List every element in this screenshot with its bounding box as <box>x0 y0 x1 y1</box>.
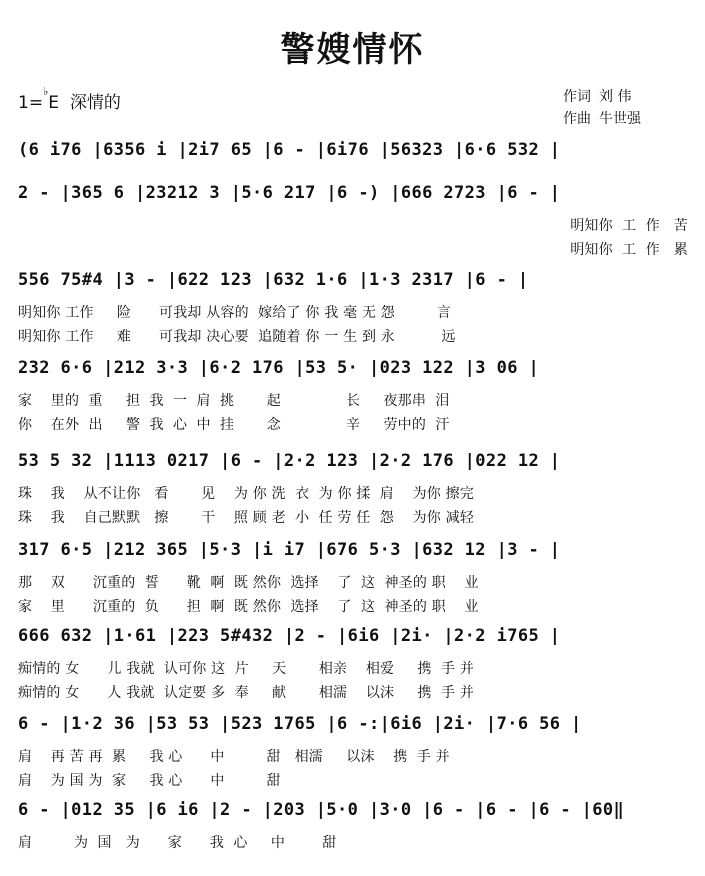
lyric-line: 家 里 沉重的 负 担 啊 既 然你 选择 了 这 神圣的 职 业 <box>18 599 479 615</box>
flat-symbol: ♭ <box>43 85 49 99</box>
key-prefix: 1= <box>18 93 44 113</box>
lyric-line: 肩 为 国 为 家 我 心 中 甜 <box>18 773 281 789</box>
lyric-line: 明知你 工作 难 可我却 决心要 追随着 你 一 生 到 永 远 <box>18 329 456 345</box>
notation-line: 6 - |012 35 |6 i6 |2 - |203 |5·0 |3·0 |6 - |6 - |6 - |60‖ <box>18 800 625 820</box>
lyric-line: 那 双 沉重的 誓 靴 啊 既 然你 选择 了 这 神圣的 职 业 <box>18 575 479 591</box>
notation-line: 317 6·5 |212 365 |5·3 |i i7 |676 5·3 |632 12 |3 - | <box>18 540 561 560</box>
lyric-line: 你 在外 出 警 我 心 中 挂 念 辛 劳中的 汗 <box>18 417 450 433</box>
lyric-line: 珠 我 自己默默 擦 干 照 顾 老 小 任 劳 任 怨 为你 减轻 <box>18 510 475 526</box>
lyricist-credit <box>563 86 641 108</box>
key-signature <box>18 85 121 113</box>
notation-line: (6 i76 |6356 i |2i7 65 |6 - |6i76 |56323 |6·6 532 | <box>18 140 561 160</box>
expression-marking: 深情的 <box>69 93 121 113</box>
key-note: E <box>48 93 60 113</box>
notation-line: 2 - |365 6 |23212 3 |5·6 217 |6 -) |666 2723 |6 - | <box>18 183 561 203</box>
notation-line: 232 6·6 |212 3·3 |6·2 176 |53 5· |023 122 |3 06 | <box>18 358 540 378</box>
notation-line: 6 - |1·2 36 |53 53 |523 1765 |6 -:|6i6 |2i· |7·6 56 | <box>18 714 582 734</box>
lyric-line: 痴情的 女 儿 我就 认可你 这 片 天 相亲 相爱 携 手 并 <box>18 661 475 677</box>
credit-name: 牛世强 <box>599 111 641 127</box>
notation-line: 53 5 32 |1113 0217 |6 - |2·2 123 |2·2 176 |022 12 | <box>18 451 561 471</box>
lyric-line: 肩 为 国 为 家 我 心 中 甜 <box>18 835 337 851</box>
lyric-line: 明知你 工 作 苦 <box>570 218 688 234</box>
lyric-line: 珠 我 从不让你 看 见 为 你 洗 衣 为 你 揉 肩 为你 擦完 <box>18 486 475 502</box>
lyric-line: 明知你 工 作 累 <box>570 242 688 258</box>
credit-name: 刘 伟 <box>599 89 632 105</box>
lyric-line: 痴情的 女 人 我就 认定要 多 奉 献 相濡 以沫 携 手 并 <box>18 685 475 701</box>
composer-credit <box>563 108 641 130</box>
lyric-line: 明知你 工作 险 可我却 从容的 嫁给了 你 我 毫 无 怨 言 <box>18 305 452 321</box>
notation-line: 556 75#4 |3 - |622 123 |632 1·6 |1·3 2317 |6 - | <box>18 270 529 290</box>
credit-role: 作曲 <box>563 111 591 127</box>
lyric-line: 家 里的 重 担 我 一 肩 挑 起 长 夜那串 泪 <box>18 393 450 409</box>
credit-role: 作词 <box>563 89 591 105</box>
notation-line: 666 632 |1·61 |223 5#432 |2 - |6i6 |2i· |2·2 i765 | <box>18 626 561 646</box>
credits <box>563 86 641 130</box>
lyric-line: 肩 再 苦 再 累 我 心 中 甜 相濡 以沫 携 手 并 <box>18 749 450 765</box>
song-title: 警嫂情怀 <box>280 30 425 70</box>
